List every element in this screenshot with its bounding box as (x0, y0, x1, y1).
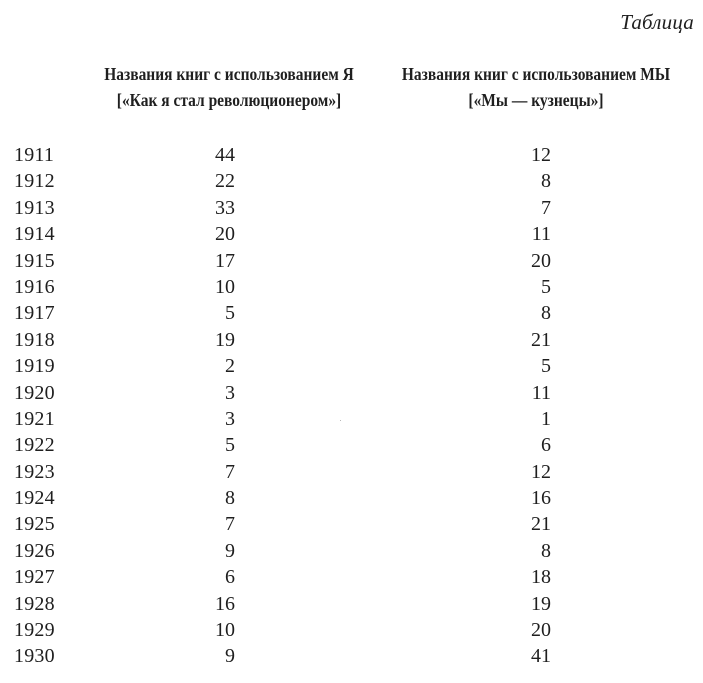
ya-count-cell: 5 (225, 302, 235, 325)
my-count-cell: 21 (531, 513, 551, 536)
year-cell: 1916 (14, 275, 55, 298)
column-header-my (393, 61, 679, 113)
year-cell: 1920 (14, 381, 55, 404)
year-cell: 1914 (14, 223, 55, 246)
my-count-cell: 11 (531, 223, 551, 246)
my-count-cell: 12 (531, 460, 551, 483)
table-row (0, 432, 703, 458)
table-row (0, 195, 703, 221)
year-cell: 1913 (14, 196, 55, 219)
ya-count-cell: 44 (215, 144, 235, 166)
year-cell: 1918 (14, 328, 55, 351)
ya-count-cell: 16 (215, 592, 235, 615)
ya-count-cell: 9 (225, 645, 235, 668)
my-count-cell: 21 (531, 328, 551, 351)
my-count-cell: 1 (541, 407, 551, 430)
year-cell: 1919 (14, 355, 55, 378)
my-count-cell: 5 (541, 355, 551, 378)
ya-count-cell: 3 (225, 407, 235, 430)
my-count-cell: 12 (531, 144, 551, 166)
column-header-ya (92, 61, 365, 113)
year-cell: 1915 (14, 249, 55, 272)
column-header-my-example: [«Мы — кузнецы»] (468, 90, 604, 110)
my-count-cell: 11 (531, 381, 551, 404)
table-row (0, 168, 703, 194)
table-row (0, 485, 703, 511)
ya-count-cell: 3 (225, 381, 235, 404)
table-row (0, 248, 703, 274)
data-table (0, 142, 703, 670)
column-header-ya-title: Названия книг с использованием Я (104, 64, 354, 84)
year-cell: 1924 (14, 487, 55, 510)
ya-count-cell: 7 (225, 460, 235, 483)
my-count-cell: 6 (541, 434, 551, 457)
year-cell: 1928 (14, 592, 55, 615)
table-row (0, 591, 703, 617)
year-cell: 1911 (14, 144, 55, 166)
table-row (0, 564, 703, 590)
table-label: Таблица (620, 10, 694, 34)
ya-count-cell: 9 (225, 539, 235, 562)
column-header-my-title: Названия книг с использованием МЫ (401, 64, 671, 84)
ya-count-cell: 10 (215, 619, 235, 642)
ya-count-cell: 19 (215, 328, 235, 351)
ya-count-cell: 7 (225, 513, 235, 536)
ya-count-cell: 10 (215, 275, 235, 298)
scan-speck (340, 420, 341, 421)
my-count-cell: 7 (541, 196, 551, 219)
my-count-cell: 20 (531, 619, 551, 642)
table-row (0, 274, 703, 300)
year-cell: 1912 (14, 170, 55, 193)
table-row (0, 459, 703, 485)
year-cell: 1927 (14, 566, 55, 589)
ya-count-cell: 8 (225, 487, 235, 510)
my-count-cell: 8 (541, 170, 551, 193)
table-row (0, 538, 703, 564)
ya-count-cell: 17 (215, 249, 235, 272)
year-cell: 1930 (14, 645, 55, 668)
table-row (0, 221, 703, 247)
my-count-cell: 41 (531, 645, 551, 668)
my-count-cell: 19 (531, 592, 551, 615)
ya-count-cell: 20 (215, 223, 235, 246)
table-row (0, 617, 703, 643)
year-cell: 1917 (14, 302, 55, 325)
table-row (0, 353, 703, 379)
table-row (0, 643, 703, 669)
my-count-cell: 5 (541, 275, 551, 298)
table-row (0, 327, 703, 353)
year-cell: 1921 (14, 407, 55, 430)
ya-count-cell: 33 (215, 196, 235, 219)
ya-count-cell: 2 (225, 355, 235, 378)
year-cell: 1926 (14, 539, 55, 562)
column-header-ya-example: [«Как я стал революционером»] (116, 90, 342, 110)
my-count-cell: 20 (531, 249, 551, 272)
my-count-cell: 18 (531, 566, 551, 589)
my-count-cell: 8 (541, 539, 551, 562)
table-row (0, 142, 703, 168)
table-row (0, 406, 703, 432)
table-row (0, 380, 703, 406)
year-cell: 1922 (14, 434, 55, 457)
my-count-cell: 8 (541, 302, 551, 325)
my-count-cell: 16 (531, 487, 551, 510)
year-cell: 1925 (14, 513, 55, 536)
ya-count-cell: 6 (225, 566, 235, 589)
ya-count-cell: 5 (225, 434, 235, 457)
ya-count-cell: 22 (215, 170, 235, 193)
year-cell: 1923 (14, 460, 55, 483)
year-cell: 1929 (14, 619, 55, 642)
table-row (0, 511, 703, 537)
table-row (0, 300, 703, 326)
